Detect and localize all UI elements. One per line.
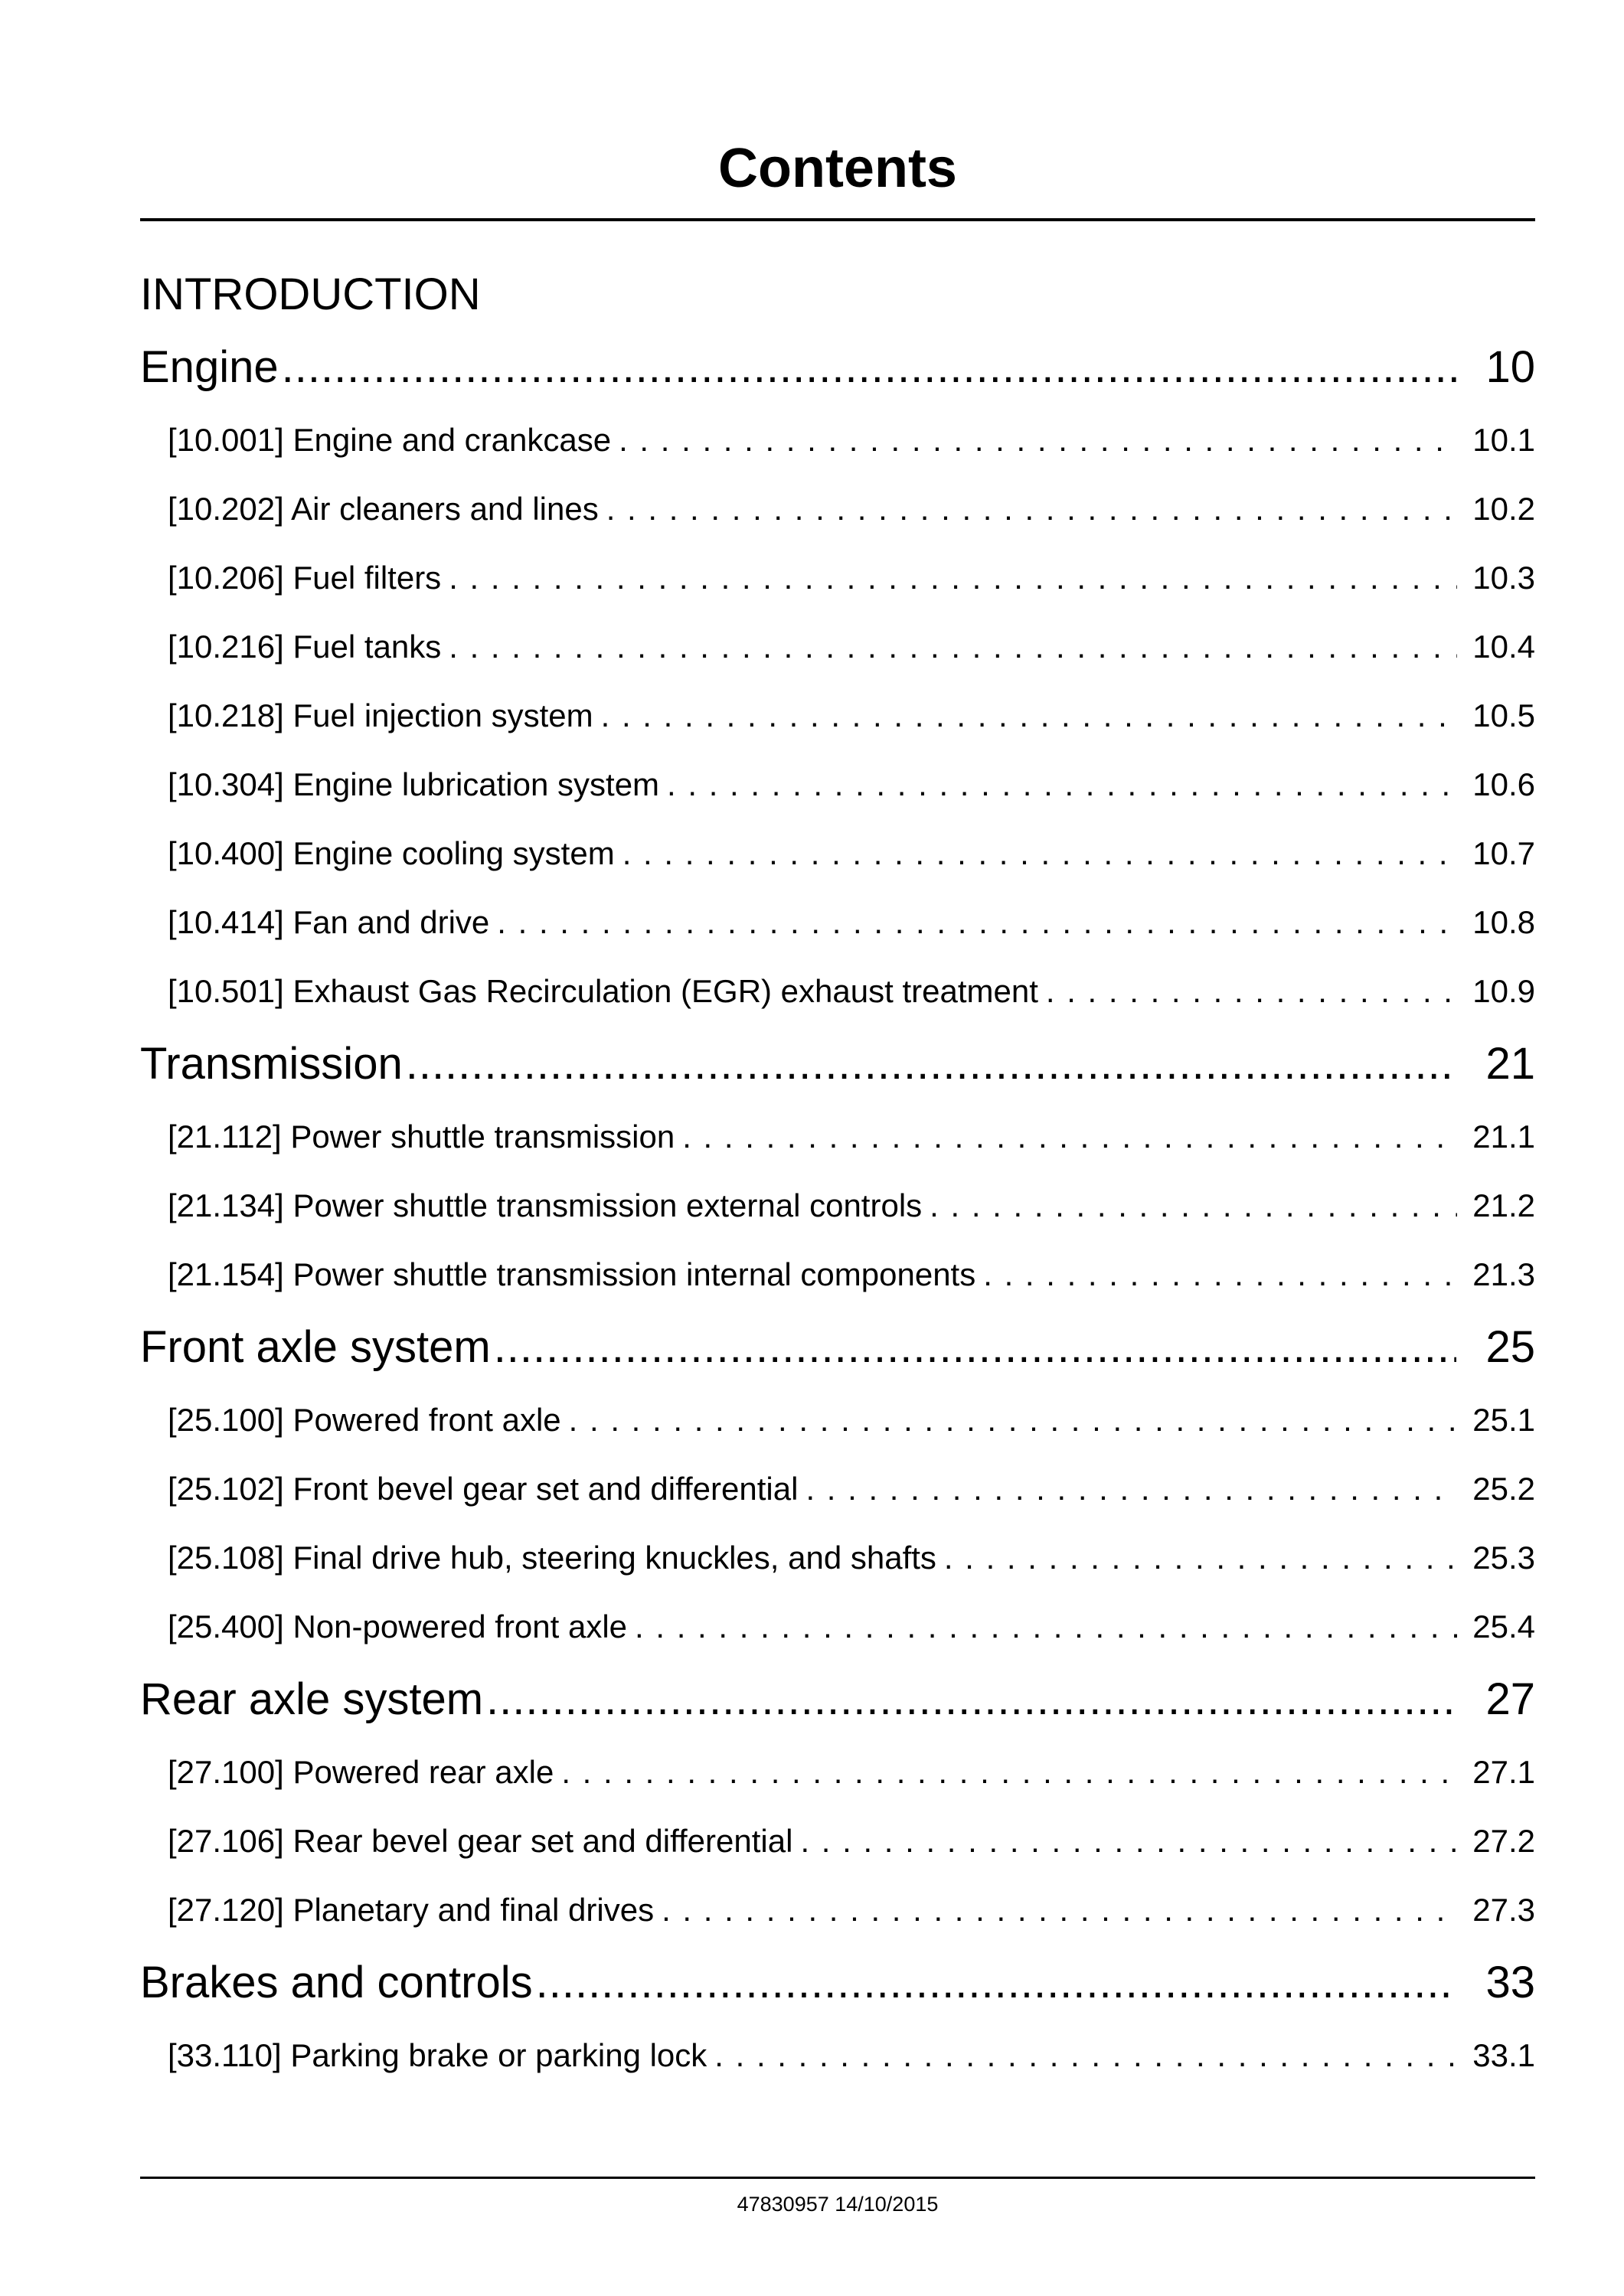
toc-entry-row[interactable] [140,1807,1535,1876]
document-page [140,0,1535,2296]
footer-divider [140,2177,1535,2179]
toc-entry-label: [10.206] Fuel filters [168,560,442,596]
toc-entry-row[interactable] [140,1455,1535,1524]
dot-leader [635,1592,1457,1661]
toc-section-page: 10 [1485,342,1535,392]
toc-entry-label: [10.218] Fuel injection system [168,697,593,733]
dot-leader [662,1876,1457,1945]
dot-leader [800,1807,1457,1876]
toc-section-title: Engine [140,342,279,392]
toc-entry-page: 10.7 [1472,835,1535,871]
toc-entry-label: [25.102] Front bevel gear set and differential [168,1471,799,1507]
toc-section-page: 21 [1485,1039,1535,1089]
toc-entry-row[interactable] [140,406,1535,475]
dot-leader [406,1026,1457,1102]
dot-leader [682,1102,1457,1171]
toc-section-page: 25 [1485,1322,1535,1372]
toc-entry-page: 10.9 [1472,973,1535,1009]
toc-entry-label: [25.108] Final drive hub, steering knuckles, and shafts [168,1540,936,1576]
toc-entry-label: [10.400] Engine cooling system [168,835,615,871]
dot-leader [930,1171,1457,1240]
toc-entry-row[interactable] [140,1102,1535,1171]
toc-entry-page: 21.1 [1472,1119,1535,1155]
toc-section-row[interactable] [140,1026,1535,1102]
toc-entry-label: [10.501] Exhaust Gas Recirculation (EGR) exhaust treatment [168,973,1038,1009]
toc-entry-page: 25.1 [1472,1402,1535,1438]
title-divider [140,218,1535,221]
toc-entry-label: [21.154] Power shuttle transmission internal components [168,1256,976,1292]
toc-section-title: Transmission [140,1039,403,1089]
dot-leader [494,1309,1457,1386]
dot-leader [449,612,1457,681]
toc-entry-page: 10.3 [1472,560,1535,596]
toc-entry-label: [27.120] Planetary and final drives [168,1892,655,1928]
toc-section-title: Rear axle system [140,1674,484,1724]
toc-entry-row[interactable] [140,1171,1535,1240]
toc-entry-label: [10.202] Air cleaners and lines [168,491,599,527]
dot-leader [983,1240,1457,1309]
toc-entry-page: 10.1 [1472,422,1535,458]
dot-leader [536,1945,1457,2021]
toc-entry-page: 33.1 [1472,2037,1535,2073]
page-title: Contents [718,138,957,199]
toc-entry-row[interactable] [140,612,1535,681]
dot-leader [601,681,1458,750]
toc-entry-label: [21.134] Power shuttle transmission external controls [168,1187,923,1223]
toc-entry-row[interactable] [140,819,1535,888]
toc-entry-row[interactable] [140,888,1535,957]
toc-entry-row[interactable] [140,1592,1535,1661]
toc-section-page: 27 [1485,1674,1535,1724]
dot-leader [1046,957,1457,1026]
table-of-contents [140,260,1535,2090]
toc-entry-page: 10.2 [1472,491,1535,527]
toc-entry-page: 10.5 [1472,697,1535,733]
toc-section-row[interactable] [140,329,1535,406]
toc-entry-row[interactable] [140,1524,1535,1592]
toc-entry-page: 25.2 [1472,1471,1535,1507]
dot-leader [561,1738,1457,1807]
toc-entry-label: [10.001] Engine and crankcase [168,422,612,458]
toc-sections [140,329,1535,2090]
toc-entry-row[interactable] [140,544,1535,612]
dot-leader [622,819,1458,888]
dot-leader [449,544,1457,612]
toc-entry-label: [27.106] Rear bevel gear set and differential [168,1823,793,1859]
toc-section-row[interactable] [140,1945,1535,2021]
toc-entry-label: [10.216] Fuel tanks [168,629,442,665]
toc-entry-page: 25.3 [1472,1540,1535,1576]
dot-leader [486,1661,1456,1738]
toc-entry-page: 25.4 [1472,1609,1535,1644]
dot-leader [282,329,1457,406]
toc-section-page: 33 [1485,1958,1535,2007]
toc-section-row[interactable] [140,1309,1535,1386]
toc-entry-row[interactable] [140,957,1535,1026]
toc-section-title: Brakes and controls [140,1958,533,2007]
toc-section-row[interactable] [140,1661,1535,1738]
toc-entry-row[interactable] [140,1240,1535,1309]
toc-entry-label: [21.112] Power shuttle transmission [168,1119,675,1155]
toc-entry-row[interactable] [140,1386,1535,1455]
toc-entry-row[interactable] [140,475,1535,544]
dot-leader [497,888,1457,957]
dot-leader [619,406,1457,475]
toc-entry-page: 21.2 [1472,1187,1535,1223]
dot-leader [805,1455,1457,1524]
toc-entry-row[interactable] [140,1876,1535,1945]
dot-leader [667,750,1457,819]
toc-entry-row[interactable] [140,1738,1535,1807]
toc-entry-page: 27.1 [1472,1754,1535,1790]
toc-entry-page: 10.8 [1472,904,1535,940]
toc-entry-row[interactable] [140,681,1535,750]
footer-doc-id: 47830957 14/10/2015 [737,2193,939,2216]
toc-entry-page: 10.6 [1472,766,1535,802]
toc-introduction[interactable]: INTRODUCTION [140,269,481,319]
toc-entry-label: [10.414] Fan and drive [168,904,490,940]
toc-entry-page: 27.2 [1472,1823,1535,1859]
toc-entry-label: [33.110] Parking brake or parking lock [168,2037,707,2073]
toc-entry-label: [25.100] Powered front axle [168,1402,561,1438]
toc-entry-row[interactable] [140,750,1535,819]
dot-leader [569,1386,1458,1455]
toc-entry-label: [10.304] Engine lubrication system [168,766,660,802]
toc-entry-page: 21.3 [1472,1256,1535,1292]
dot-leader [606,475,1458,544]
toc-entry-label: [27.100] Powered rear axle [168,1754,554,1790]
toc-entry-label: [25.400] Non-powered front axle [168,1609,628,1644]
toc-entry-page: 27.3 [1472,1892,1535,1928]
toc-entry-row[interactable] [140,2021,1535,2090]
toc-entry-page: 10.4 [1472,629,1535,665]
toc-section-title: Front axle system [140,1322,491,1372]
dot-leader [714,2021,1457,2090]
dot-leader [944,1524,1457,1592]
